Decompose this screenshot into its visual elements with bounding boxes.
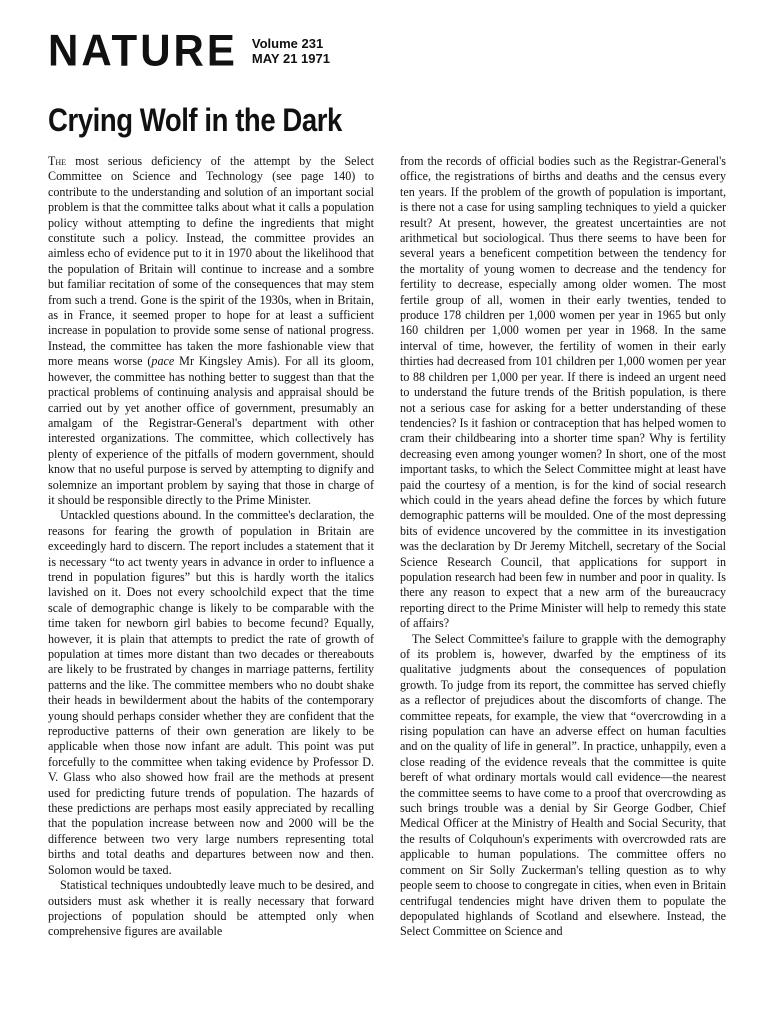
paragraph-4: The Select Committee's failure to grapple with the demography of its problem is, however, dwarfed by the emptiness of its qualitative judgments about the consequences of population growth. To judge from its report, the committee has served chiefly as a reflector of prejudices about the discomforts of change. The committee repeats, for example, the view that “overcrowding in a rising population can have an adverse effect on human faculties and on the quality of life in general”. In practice, unhappily, even a close reading of the evidence reveals that the committee is quite bereft of what ordinary mortals would call evidence—the nearest the committee seems to have come to a proof that overcrowding as such brings trouble was a denial by Sir George Godber, Chief Medical Officer at the Ministry of Health and Social Security, that the results of Colquhoun's experiments with overcrowded rats are applicable to human populations. The committee offers no comment on Sir Solly Zuckerman's telling question as to why people seem to choose to congregate in cities, when even in Britain centrifugal tendencies might have driven them to populate the depopulated highlands of Scotland and elsewhere. Instead, the Select Committee on Science and [400,631,726,939]
paragraph-3-start: Statistical techniques undoubtedly leave much to be desired, and outsiders must ask whether it is really necessary that forward projections of population should be attempted only when comprehensive figures are available [48,878,374,939]
masthead [48,25,330,76]
lead-word: The [48,154,67,168]
article-column-right [400,154,726,940]
paragraph-1 [48,154,374,508]
issue-date: MAY 21 1971 [251,51,330,66]
paragraph-1-text-b: Mr Kingsley Amis). For all its gloom, however, the committee has nothing better to suggest than that the practical problems of continuing analysis and appraisal should be carried out by yet another office of government, presumably an amalgam of the Registrar-General's department with other interested organizations. The committee, which collectively has plenty of experience of the pitfalls of modern government, should know that no useful purpose is served by attempting to dignify and solemnize an important problem by saying that those in charge of it should be responsible directly to the Prime Minister. [48,354,374,507]
journal-name: NATURE [48,25,238,76]
volume-number: Volume 231 [251,36,324,51]
article-column-left [48,154,374,940]
paragraph-1-text-a: most serious deficiency of the attempt by the Select Committee on Science and Technology (see page 140) to contribute to the understanding and solution of an important social problem is that the committee talks about what it calls a population policy without attempting to define the ingredients that might constitute such a policy. Instead, the committee provides an aimless echo of evidence put to it in 1970 about the likelihood that the population of Britain will continue to increase and a sombre but familiar recitation of some of the consequences that may stem from such a trend. Gone is the spirit of the 1930s, when in Britain, as in France, it seemed proper to hope for at least a sufficient increase in population to provide some sense of national progress. Instead, the committee has taken the more fashionable view that more means worse ( [48,154,374,369]
issue-info [252,36,330,66]
italic-pace: pace [151,354,175,369]
paragraph-3-continued: from the records of official bodies such as the Registrar-General's office, the registrations of births and deaths and the census every ten years. If the problem of the growth of population is important, is there not a case for using sampling techniques to yield a quicker result? At present, however, the greatest uncertainties are not arithmetical but sociological. Thus there seems to have been for several years a beneficent competition between the tendency for the mortality of young women to decrease and the tendency for fertility to decrease, especially among older women. The most fertile group of all, women in their early twenties, tended to produce 178 children per 1,000 women per year in 1965 but only 160 children per 1,000 women per year in 1968. In the same interval of time, however, the fertility of women in their early thirties had decreased from 101 children per 1,000 women per year to 88 children per 1,000 per year. If there is indeed an urgent need to understand the future trends of the British population, is there not a serious case for asking for a better understanding of these tendencies? Is it fashion or contraception that has helped women to cram their childbearing into a shorter time span? Why is fertility decreasing even among younger women? In short, one of the most important tasks, to which the Select Committee might at least have paid the courtesy of a mention, is for the kind of social research which could in the years ahead define the forces by which future demographic patterns will be moulded. One of the most depressing bits of evidence uncovered by the committee in its investigation was the declaration by Dr Jeremy Mitchell, secretary of the Social Science Research Council, that applications for support in population research had been few in number and poor in quality. Is there any reason to expect that a new arm of the bureaucracy reporting direct to the Prime Minister will help to remedy this state of affairs? [400,154,726,631]
paragraph-2: Untackled questions abound. In the committee's declaration, the reasons for fearing the growth of population in Britain are exceedingly hard to discern. The report includes a statement that it is necessary “to act twenty years in advance in order to influence a trend in population figures” but this is hardly worth the italics lavished on it. Does not every schoolchild expect that the time scale of demographic change is likely to be comparable with the time taken for newborn girl babies to become fecund? Equally, however, it is plain that attempts to predict the rate of growth of population at times more distant than two decades or thereabouts are likely to be frustrated by changes in marriage patterns, fertility patterns and the like. The committee members who no doubt shake their heads in bewilderment about the habits of the contemporary young should perhaps consider whether they are confident that the reproductive patterns of their own generation are likely to be applicable when those now infant are adult. This point was put forcefully to the committee when taking evidence by Professor D. V. Glass who also showed how frail are the methods at present used for predicting future trends of population. The hazards of these predictions are perhaps most easily appreciated by recalling that the population increase between now and 2000 will be the difference between two very large numbers representing total births and total deaths and departures between now and then. Solomon would be taxed. [48,508,374,877]
article-title: Crying Wolf in the Dark [48,102,342,138]
